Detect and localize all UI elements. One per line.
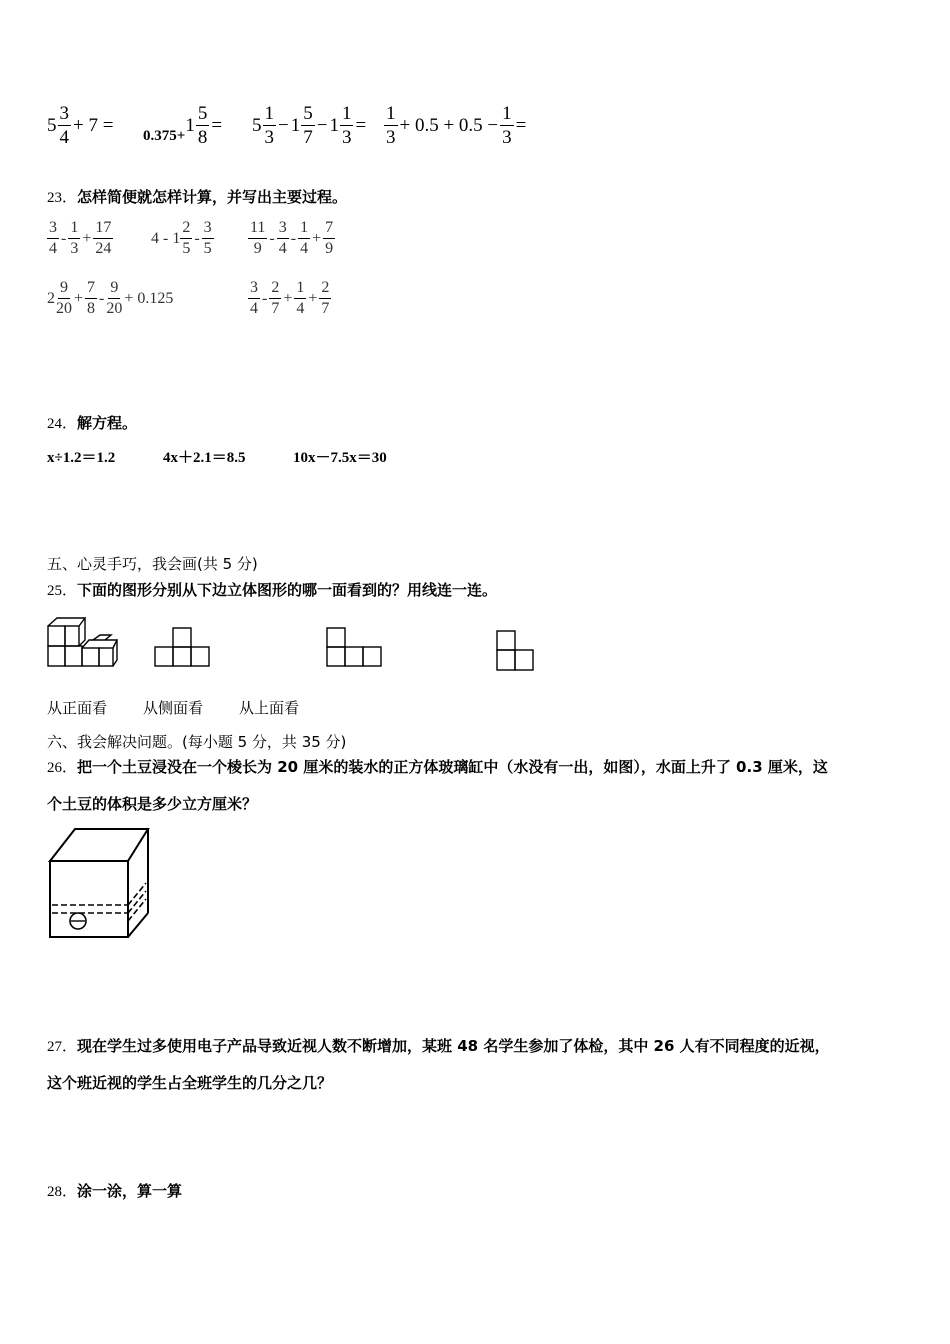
- question-26-line-2: 个土豆的体积是多少立方厘米？: [47, 795, 258, 813]
- fraction: $\frac{1}{3}$: [502, 103, 512, 148]
- question-27-line-2: 这个班近视的学生占全班学生的几分之几？: [47, 1074, 333, 1092]
- label-side-view: 从侧面看: [143, 699, 204, 717]
- question-28: 28．涂一涂，算一算: [47, 1182, 183, 1200]
- label-front-view: 从正面看: [47, 699, 108, 717]
- fraction: $\frac{5}{8}$: [197, 103, 208, 148]
- expr-0375-plus-mixed: 0.375+ 1 $\frac{5}{8}$ =: [143, 103, 223, 148]
- glass-tank-figure: [45, 825, 155, 945]
- q23-expr-e: $\frac{3}{4}$ - $\frac{2}{7}$ + $\frac{1}{4}$ + $\frac{2}{7}$: [250, 279, 330, 317]
- solid-figure-cubes: [45, 615, 120, 670]
- q23-expr-c: $\frac{11}{9}$ - $\frac{3}{4}$ - $\frac{1}{4}$ + $\frac{7}{9}$: [250, 219, 334, 257]
- expr-mixed-plus-7: 5 $\frac{3}{4}$ + 7 =: [47, 103, 114, 148]
- fraction: $\frac{1}{3}$: [386, 103, 396, 148]
- q23-expr-a: $\frac{3}{4}$ - $\frac{1}{3}$ + $\frac{17}{24}$: [49, 219, 112, 257]
- equation-1: x÷1.2＝1.2: [47, 450, 116, 466]
- question-23: 23．怎样简便就怎样计算，并写出主要过程。: [47, 188, 348, 206]
- q23-expr-b: 4 - 1 $\frac{2}{5}$ - $\frac{3}{5}$: [151, 219, 212, 257]
- question-25: 25．下面的图形分别从下边立体图形的哪一面看到的？用线连一连。: [47, 581, 498, 599]
- view-figure-2: [322, 622, 387, 670]
- question-24: 24．解方程。: [47, 414, 138, 432]
- view-figure-1: [150, 622, 215, 670]
- expr-mixed-subtraction: 5 $\frac{1}{3}$ − 1 $\frac{5}{7}$ − 1 $\frac{1}{3}$ =: [252, 103, 367, 148]
- fraction: $\frac{1}{3}$: [264, 103, 274, 148]
- equation-3: 10x－7.5x＝30: [293, 450, 387, 466]
- fraction: $\frac{3}{4}$: [59, 103, 69, 148]
- fraction: $\frac{1}{3}$: [341, 103, 352, 148]
- view-figure-3: [490, 622, 540, 674]
- q23-expr-d: 2 $\frac{9}{20}$ + $\frac{7}{8}$ - $\frac{9}{20}$ + 0.125: [47, 279, 174, 317]
- expr-third-plus-halves: $\frac{1}{3}$ + 0.5 + 0.5 − $\frac{1}{3}$ =: [386, 103, 527, 148]
- label-top-view: 从上面看: [239, 699, 300, 717]
- question-27-line-1: 27．现在学生过多使用电子产品导致近视人数不断增加，某班 48 名学生参加了体检，其中 26 人有不同程度的近视，: [47, 1037, 830, 1055]
- question-26-line-1: 26．把一个土豆浸没在一个棱长为 20 厘米的装水的正方体玻璃缸中（水没有一出，如图），水面上升了 0.3 厘米，这: [47, 758, 828, 776]
- section-5-title: 五、心灵手巧，我会画(共 5 分): [47, 555, 258, 573]
- section-6-title: 六、我会解决问题。(每小题 5 分，共 35 分): [47, 733, 347, 751]
- fraction: $\frac{5}{7}$: [303, 103, 313, 148]
- equation-2: 4x＋2.1＝8.5: [163, 450, 246, 466]
